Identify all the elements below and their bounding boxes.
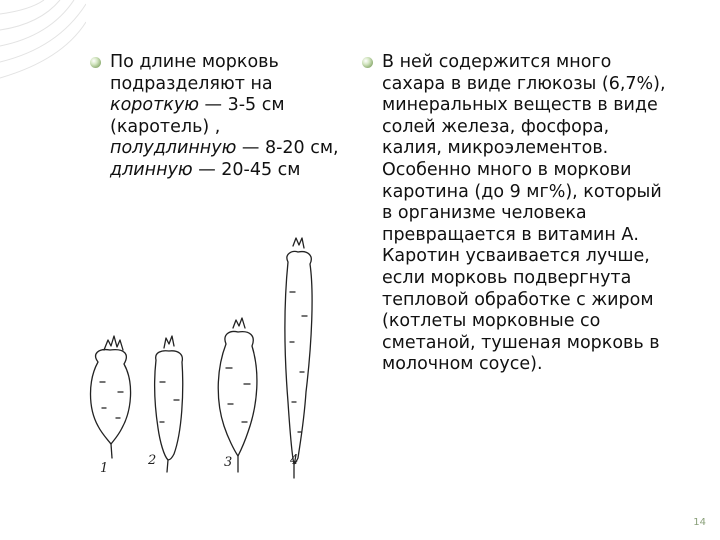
right-line-6: Особенно много в моркови [382, 159, 632, 180]
left-line-4: (каротель) , [110, 116, 221, 137]
right-bullet-item [362, 52, 702, 376]
carrot-3-drawing [218, 318, 257, 472]
left-bullet-item [90, 52, 358, 182]
carrot-label-4: 4 [290, 453, 299, 468]
right-line-8: в организме человека [382, 203, 587, 224]
carrot-4-drawing [285, 238, 312, 478]
right-line-9: превращается в витамин А. [382, 224, 639, 245]
right-line-3: минеральных веществ в виде [382, 95, 658, 116]
left-line-6: длинную — 20-45 см [110, 159, 301, 180]
bullet-icon [90, 57, 101, 68]
carrot-label-2: 2 [148, 453, 157, 468]
right-line-7: каротина (до 9 мг%), который [382, 181, 662, 202]
right-line-10: Каротин усваивается лучше, [382, 246, 650, 267]
right-line-5: калия, микроэлементов. [382, 138, 609, 159]
right-line-1: В ней содержится много [382, 52, 612, 72]
carrot-label-3: 3 [224, 455, 233, 470]
right-line-12: тепловой обработке с жиром [382, 289, 654, 310]
right-line-15: молочном соусе). [382, 354, 543, 375]
carrot-label-1: 1 [100, 461, 109, 476]
left-line-1: По длине морковь [110, 52, 279, 72]
carrots-illustration [78, 232, 338, 482]
corner-decoration [0, 0, 86, 86]
page-number: 14 [693, 517, 706, 528]
left-line-5: полудлинную — 8-20 см, [110, 138, 339, 159]
left-line-2: подразделяют на [110, 73, 273, 94]
carrot-2-drawing [155, 336, 183, 472]
bullet-icon [362, 57, 373, 68]
right-line-4: солей железа, фосфора, [382, 116, 610, 137]
right-line-11: если морковь подвергнута [382, 267, 632, 288]
right-line-13: (котлеты морковные со [382, 311, 601, 332]
right-line-2: сахара в виде глюкозы (6,7%), [382, 73, 666, 94]
left-line-3: короткую — 3-5 см [110, 95, 285, 116]
right-line-14: сметаной, тушеная морковь в [382, 332, 660, 353]
carrot-1-drawing [91, 336, 131, 458]
